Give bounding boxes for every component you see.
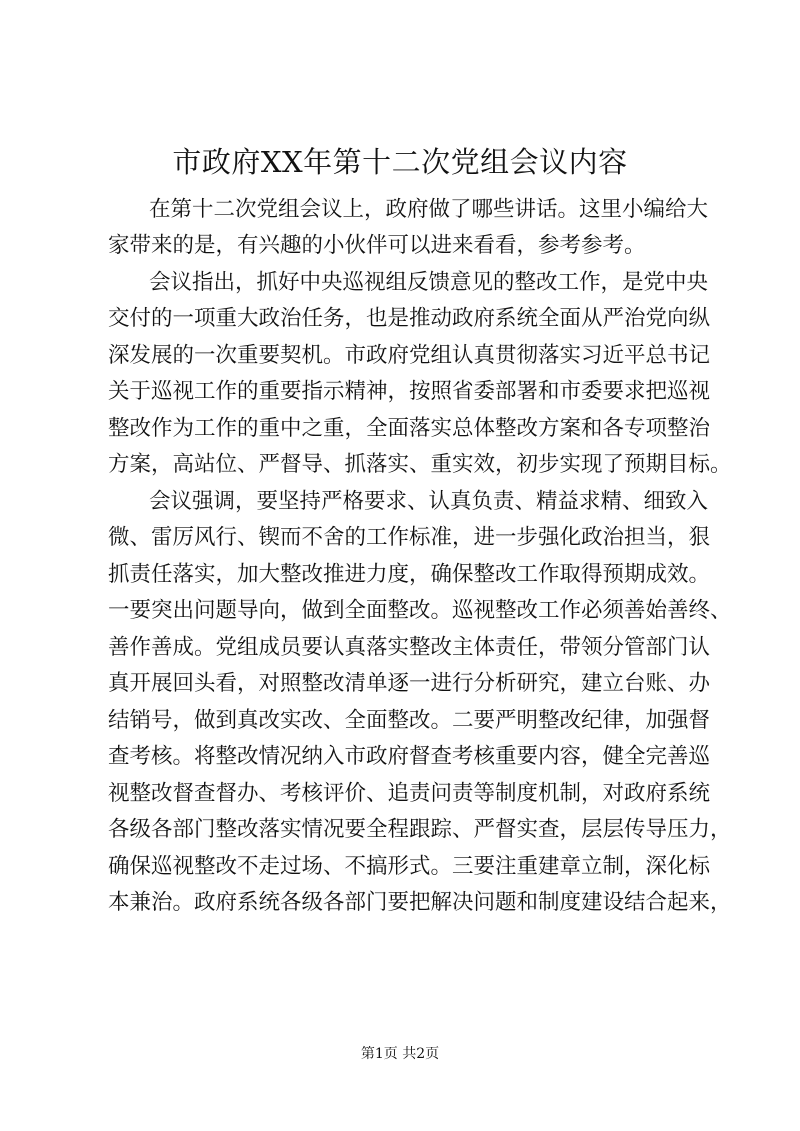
- page-number-footer: 第1页 共2页: [360, 1046, 440, 1062]
- body-line: 结销号，做到真改实改、全面整改。二要严明整改纪律，加强督: [108, 708, 711, 733]
- body-line: 会议强调，要坚持严格要求、认真负责、精益求精、细致入: [149, 489, 709, 514]
- body-line: 关于巡视工作的重要指示精神，按照省委部署和市委要求把巡视: [108, 379, 711, 404]
- body-line: 会议指出，抓好中央巡视组反馈意见的整改工作，是党中央: [149, 270, 709, 295]
- body-line: 交付的一项重大政治任务，也是推动政府系统全面从严治党向纵: [108, 306, 711, 331]
- body-line: 各级各部门整改落实情况要全程跟踪、严督实查，层层传导压力，: [108, 817, 732, 842]
- body-line: 本兼治。政府系统各级各部门要把解决问题和制度建设结合起来，: [108, 890, 732, 915]
- body-line: 家带来的是，有兴趣的小伙伴可以进来看看，参考参考。: [108, 233, 646, 258]
- body-line: 在第十二次党组会议上，政府做了哪些讲话。这里小编给大: [149, 197, 709, 222]
- body-line: 查考核。将整改情况纳入市政府督查考核重要内容，健全完善巡: [108, 744, 711, 769]
- body-line: 方案，高站位、严督导、抓落实、重实效，初步实现了预期目标。: [108, 452, 732, 477]
- body-line: 整改作为工作的重中之重，全面落实总体整改方案和各专项整治: [108, 416, 711, 441]
- body-line: 深发展的一次重要契机。市政府党组认真贯彻落实习近平总书记: [108, 343, 711, 368]
- body-line: 一要突出问题导向，做到全面整改。巡视整改工作必须善始善终、: [108, 598, 732, 623]
- document-title: 市政府XX年第十二次党组会议内容: [172, 145, 628, 179]
- body-line: 微、雷厉风行、锲而不舍的工作标准，进一步强化政治担当，狠: [108, 525, 711, 550]
- body-line: 确保巡视整改不走过场、不搞形式。三要注重建章立制，深化标: [108, 854, 711, 879]
- body-line: 抓责任落实，加大整改推进力度，确保整改工作取得预期成效。: [108, 562, 711, 587]
- body-line: 真开展回头看，对照整改清单逐一进行分析研究，建立台账、办: [108, 671, 711, 696]
- body-line: 善作善成。党组成员要认真落实整改主体责任，带领分管部门认: [108, 635, 711, 660]
- body-line: 视整改督查督办、考核评价、追责问责等制度机制，对政府系统: [108, 781, 711, 806]
